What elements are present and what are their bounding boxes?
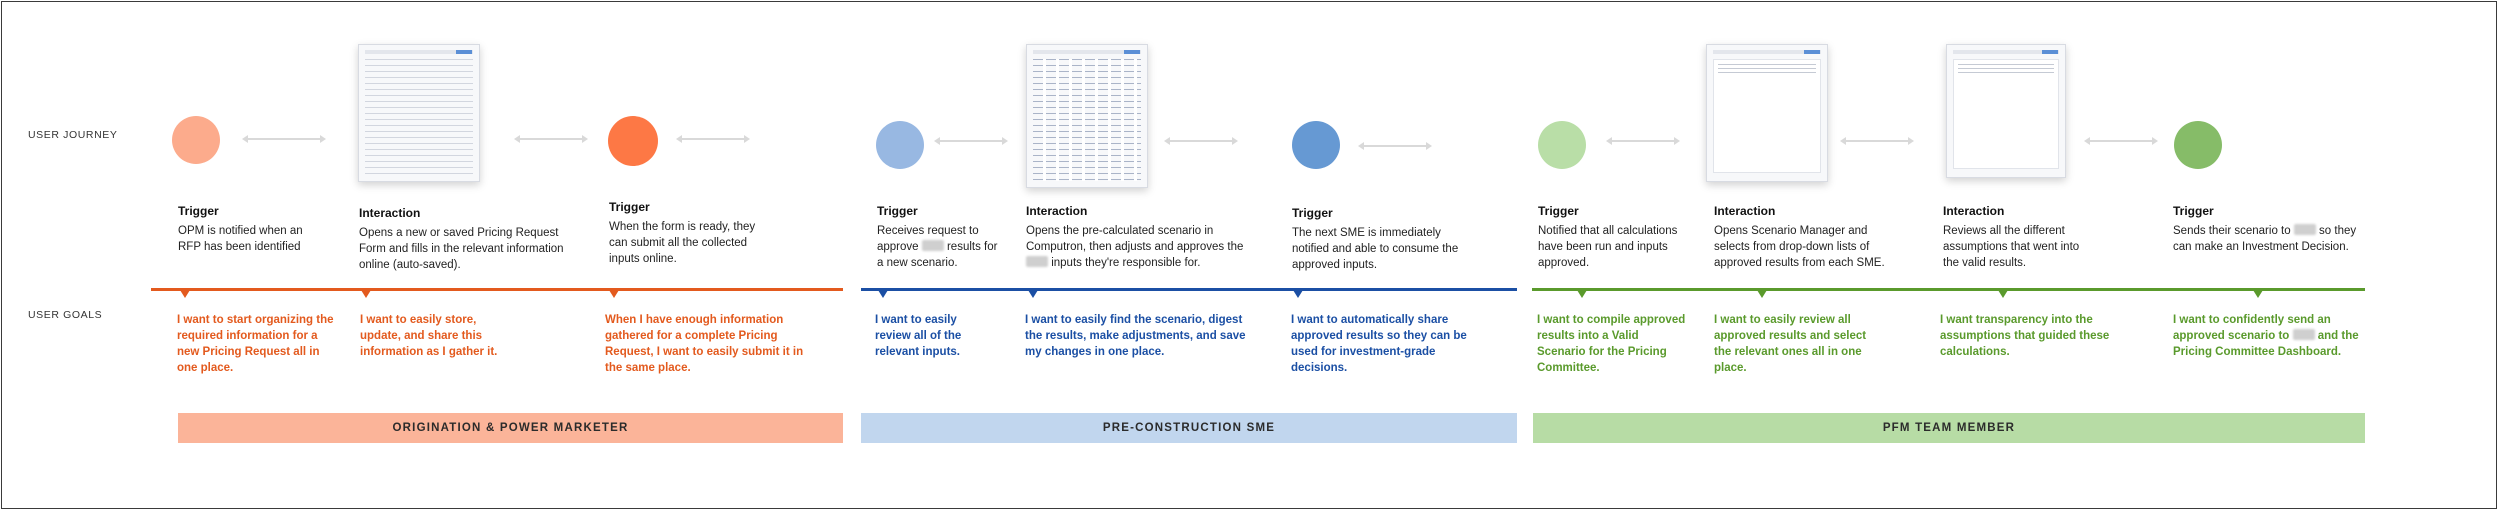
journey-step: [178, 203, 328, 255]
goal-marker: [1998, 290, 2008, 298]
journey-step: [1538, 203, 1688, 271]
journey-step: [1714, 203, 1899, 271]
scenario-manager-thumbnail: [1706, 44, 1828, 182]
step-kind: Trigger: [1292, 206, 1333, 220]
goal-marker: [180, 290, 190, 298]
user-goal: I want to automatically share approved results so they can be used for investment-grade decisions.: [1291, 314, 1467, 374]
trigger-circle: [876, 121, 924, 169]
redacted-text: [1026, 256, 1048, 267]
journey-step: [1943, 203, 2093, 271]
trigger-circle: [2174, 121, 2222, 169]
step-text: Reviews all the different assumptions that went into the valid results.: [1943, 225, 2080, 269]
step-kind: Trigger: [178, 204, 219, 218]
flow-arrow: [244, 138, 324, 140]
step-text: Sends their scenario to so they can make an Investment Decision.: [2173, 225, 2357, 253]
user-goal: I want to compile approved results into a Valid Scenario for the Pricing Committee.: [1537, 314, 1686, 374]
step-text: When the form is ready, they can submit all the collected inputs online.: [609, 221, 756, 265]
flow-arrow: [1608, 140, 1678, 142]
step-kind: Interaction: [1026, 204, 1088, 218]
goal-marker: [878, 290, 888, 298]
form-screenshot-thumbnail: [358, 44, 480, 182]
journey-step: [877, 203, 1002, 271]
user-goal: I want to easily review all approved results and select the relevant ones all in one place.: [1714, 314, 1867, 374]
row-label-journey: USER JOURNEY: [28, 129, 118, 141]
goal-marker: [1577, 290, 1587, 298]
user-goal: I want to easily store, update, and share this information as I gather it.: [360, 314, 498, 358]
step-text: Opens the pre-calculated scenario in Computron, then adjusts and approves the inputs they're responsible for.: [1026, 225, 1244, 269]
goals-timeline-orange: [151, 288, 843, 291]
redacted-text: [2294, 224, 2316, 235]
user-goal: When I have enough information gathered for a complete Pricing Request, I want to easily submit it in the same place.: [605, 314, 804, 374]
redacted-text: [2293, 329, 2315, 340]
step-kind: Interaction: [1714, 204, 1776, 218]
journey-step: [609, 199, 759, 267]
user-goal: I want to confidently send an approved scenario to and the Pricing Committee Dashboard.: [2173, 314, 2359, 358]
goal-marker: [2253, 290, 2263, 298]
goal-marker: [1028, 290, 1038, 298]
user-goal: I want to start organizing the required information for a new Pricing Request all in one place.: [177, 314, 334, 374]
scenario-grid-thumbnail: [1026, 44, 1148, 188]
flow-arrow: [1166, 140, 1236, 142]
step-kind: Interaction: [359, 206, 421, 220]
flow-arrow: [1842, 140, 1912, 142]
goal-marker: [1293, 290, 1303, 298]
flow-arrow: [936, 140, 1006, 142]
user-goal: I want to easily review all of the relevant inputs.: [875, 314, 962, 358]
step-kind: Trigger: [877, 204, 918, 218]
redacted-text: [922, 240, 944, 251]
user-goal: I want transparency into the assumptions that guided these calculations.: [1940, 314, 2110, 358]
step-kind: Trigger: [1538, 204, 1579, 218]
assumptions-review-thumbnail: [1946, 44, 2066, 178]
step-kind: Trigger: [2173, 204, 2214, 218]
row-label-goals: USER GOALS: [28, 309, 103, 321]
step-kind: Trigger: [609, 200, 650, 214]
flow-arrow: [516, 138, 586, 140]
step-text: OPM is notified when an RFP has been identified: [178, 225, 303, 253]
step-text: Notified that all calculations have been run and inputs approved.: [1538, 225, 1678, 269]
goals-timeline-green: [1532, 288, 2365, 291]
flow-arrow: [1360, 145, 1430, 147]
journey-step: [1026, 203, 1251, 271]
persona-band-pfm: PFM TEAM MEMBER: [1533, 413, 2365, 443]
journey-step: [359, 205, 574, 273]
journey-step: [1292, 205, 1462, 273]
journey-step: [2173, 203, 2358, 255]
persona-band-pre-construction: PRE-CONSTRUCTION SME: [861, 413, 1517, 443]
trigger-circle: [1538, 121, 1586, 169]
step-text: The next SME is immediately notified and able to consume the approved inputs.: [1292, 227, 1459, 271]
step-text: Opens Scenario Manager and selects from drop-down lists of approved results from each SME.: [1714, 225, 1885, 269]
trigger-circle: [172, 116, 220, 164]
goal-marker: [361, 290, 371, 298]
trigger-circle: [1292, 121, 1340, 169]
user-goal: I want to easily find the scenario, digest the results, make adjustments, and save my changes in one place.: [1025, 314, 1246, 358]
persona-band-origination: ORIGINATION & POWER MARKETER: [178, 413, 843, 443]
flow-arrow: [678, 138, 748, 140]
step-text: Receives request to approve results for a new scenario.: [877, 225, 998, 269]
goal-marker: [609, 290, 619, 298]
step-kind: Interaction: [1943, 204, 2005, 218]
step-text: Opens a new or saved Pricing Request Form and fills in the relevant information online (auto-saved).: [359, 227, 564, 271]
goals-timeline-blue: [861, 288, 1517, 291]
trigger-circle: [608, 116, 658, 166]
flow-arrow: [2086, 140, 2156, 142]
goal-marker: [1757, 290, 1767, 298]
